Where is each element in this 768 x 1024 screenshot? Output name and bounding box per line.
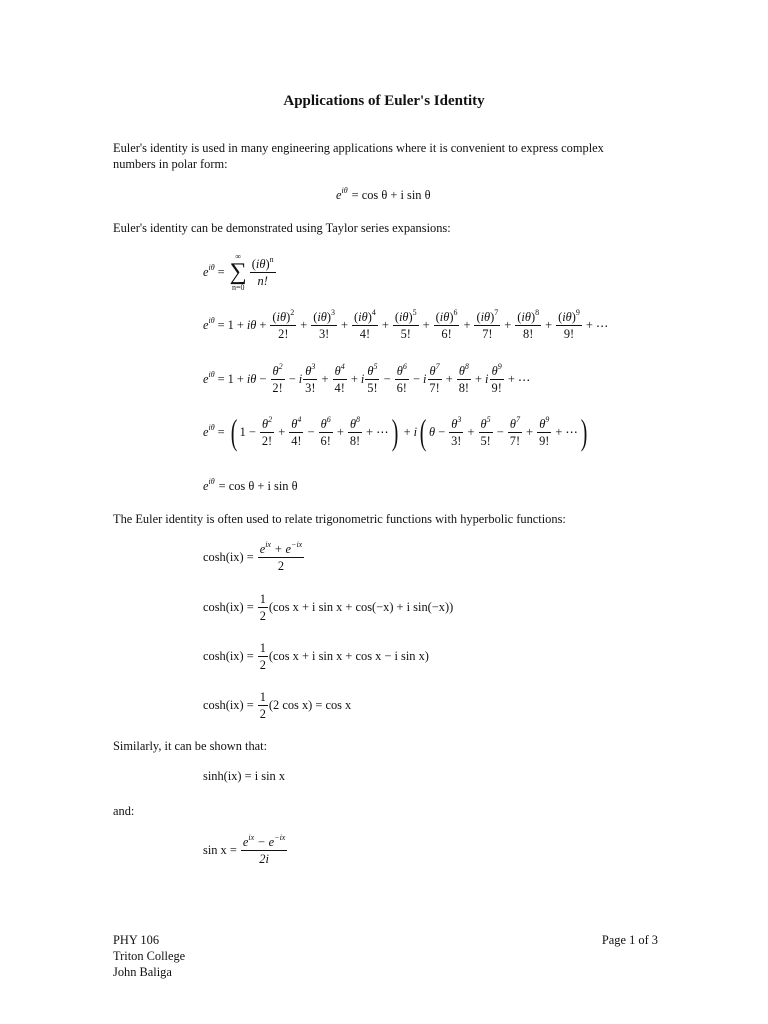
equation-taylor-expansion: $e^{i\theta}$ = 1 + iθ + $\frac{(i\theta)^2}{2!}$ + $\frac{(i\theta)^3}{3!}$ + $\frac{(i\theta)^4}{4!}$ + $\frac{(i\theta)^5}{5!}$ + $\frac{(i\theta)^6}{6!}$ + $\frac{(i\theta)^7}{7!}$ + $\frac{(i\theta)^8}{8!}$ + $\frac{(i\theta)^9}{9!}$ + ⋯	[203, 308, 609, 341]
footer-page-number: Page 1 of 3	[601, 933, 658, 947]
paragraph-intro: Euler's identity is used in many engineering applications where it is convenient to express complex numbers in polar form:	[113, 141, 604, 171]
page-title: Applications of Euler's Identity	[283, 93, 485, 109]
equation-sin: sin x = $\frac{e^{ix} - e^{-ix}}{2i}$	[203, 833, 286, 866]
equation-euler-result: $e^{i\theta}$ = cos θ + i sin θ	[203, 477, 298, 493]
paragraph-similarly: Similarly, it can be shown that:	[113, 739, 268, 753]
equation-cosh-definition: cosh(ix) = $\frac{e^{ix} + e^{-ix}}{2}$	[203, 540, 303, 573]
page-footer	[113, 932, 658, 980]
equation-taylor-simplified: $e^{i\theta}$ = 1 + iθ − $\frac{\theta^2}{2!}$ − i $\frac{\theta^3}{3!}$ + $\frac{\theta^4}{4!}$ + i $\frac{\theta^5}{5!}$ − $\frac{\theta^6}{6!}$ − i $\frac{\theta^7}{7!}$ + $\frac{\theta^8}{8!}$ + i $\frac{\theta^9}{9!}$ + ⋯	[203, 362, 531, 395]
equation-cosh-step1: cosh(ix) = $\frac{1}{2}$ (cos x + i sin x + cos(−x) + i sin(−x))	[203, 592, 454, 623]
paragraph-and: and:	[113, 804, 135, 818]
equation-sinh: sinh(ix) = i sin x	[203, 769, 286, 783]
equation-euler-polar: $e^{i\theta}$ = cos θ + i sin θ	[336, 186, 431, 202]
paragraph-taylor: Euler's identity can be demonstrated using Taylor series expansions:	[113, 221, 451, 235]
equation-taylor-sum: $e^{i\theta}$ = ∞ ∑ n=0 $\frac{(i\theta)^n}{n!}$	[203, 252, 274, 292]
equation-cosh-step2: cosh(ix) = $\frac{1}{2}$ (cos x + i sin x + cos x − i sin x)	[203, 641, 429, 672]
paragraph-hyperbolic: The Euler identity is often used to relate trigonometric functions with hyperbolic functions:	[113, 512, 566, 526]
equation-taylor-grouped: $e^{i\theta}$ = ( 1 − $\frac{\theta^2}{2!}$ + $\frac{\theta^4}{4!}$ − $\frac{\theta^6}{6!}$ + $\frac{\theta^8}{8!}$ + ⋯ ) + i ( θ − $\frac{\theta^3}{3!}$ + $\frac{\theta^5}{5!}$ − $\frac{\theta^7}{7!}$ + $\frac{\theta^9}{9!}$ + ⋯ )	[203, 412, 588, 452]
footer-college: Triton College	[113, 949, 186, 963]
equation-cosh-result: cosh(ix) = $\frac{1}{2}$ (2 cos x) = cos x	[203, 690, 352, 721]
footer-author: John Baliga	[113, 965, 172, 979]
footer-course: PHY 106	[113, 933, 160, 947]
